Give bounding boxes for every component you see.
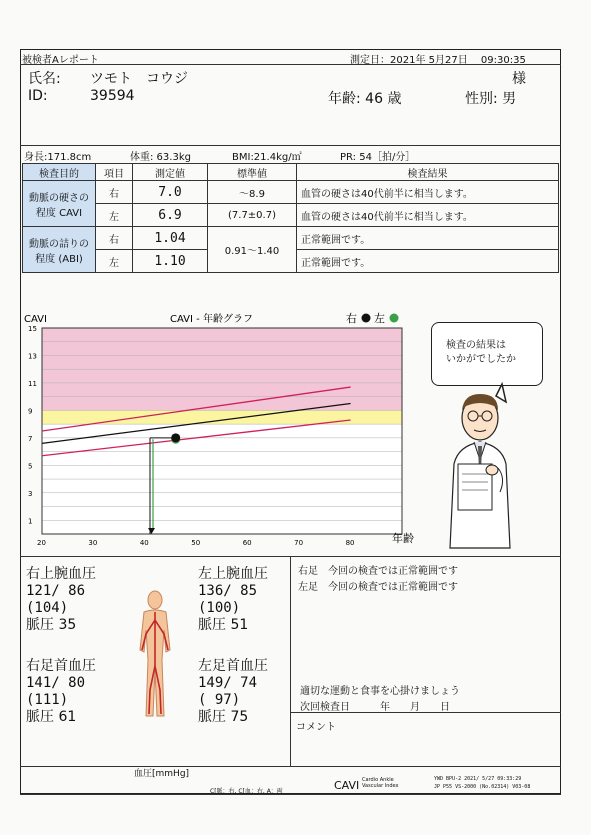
abi-left-side: 左 <box>96 250 133 273</box>
cavi-left-standard: (7.7±0.7) <box>208 204 297 227</box>
name-label: 氏名: <box>28 71 61 87</box>
legend-right-label: 右 <box>346 312 357 325</box>
report-title: 被検者Aレポート <box>22 55 99 66</box>
chart-plot-area <box>28 325 402 547</box>
pulse-rate: PR: 54［拍/分］ <box>340 152 416 163</box>
header-standard: 標準値 <box>208 164 297 181</box>
advice-left-foot: 左足 今回の検査では正常範囲です <box>298 582 458 593</box>
advice-message: 適切な運動と食事を心掛けましょう <box>300 686 460 697</box>
cavi-left-value: 6.9 <box>133 204 208 227</box>
bp-left-arm-mean: (100) <box>198 600 241 616</box>
height: 身長:171.8cm <box>24 152 92 163</box>
age-value: 46 <box>365 91 383 107</box>
id-label: ID: <box>28 88 48 104</box>
x-tick-label: 20 <box>37 539 46 547</box>
footer-device-2: JP P55 VS-2000 (No.02314) V03-08 <box>434 784 531 790</box>
divider <box>290 556 291 766</box>
divider <box>20 64 561 65</box>
cavi-right-result: 血管の硬さは40代前半に相当します。 <box>297 181 559 204</box>
cavi-left-side: 左 <box>96 204 133 227</box>
cavi-age-chart <box>20 306 414 556</box>
bp-right-ankle-value: 141/ 80 <box>26 675 86 691</box>
table-row <box>23 227 559 250</box>
measure-time: 09:30:35 <box>480 55 526 66</box>
table-row <box>23 181 559 204</box>
body-figure-icon <box>126 590 184 720</box>
results-table <box>22 163 559 273</box>
patient-id: 39594 <box>90 88 135 104</box>
footer-brand-sub1: Cardio Ankle <box>362 777 394 783</box>
cavi-right-side: 右 <box>96 181 133 204</box>
header-result: 検査結果 <box>297 164 559 181</box>
x-tick-label: 30 <box>88 539 98 547</box>
bp-left-ankle-value: 149/ 74 <box>198 675 258 691</box>
age-label: 年齢: <box>328 91 361 107</box>
y-tick-label: 15 <box>28 325 37 333</box>
header-purpose: 検査目的 <box>23 164 96 181</box>
y-tick-label: 9 <box>28 407 33 416</box>
bp-left-ankle-pp: 脈圧 75 <box>198 709 249 725</box>
cavi-right-value: 7.0 <box>133 181 208 204</box>
bmi: BMI:21.4kg/㎡ <box>232 152 302 163</box>
age <box>328 88 401 108</box>
y-tick-label: 13 <box>28 352 37 361</box>
next-exam: 次回検査日 年 月 日 <box>300 702 450 713</box>
sex-value: 男 <box>502 91 517 107</box>
footer-brand-sub <box>362 777 398 789</box>
abi-right-value: 1.04 <box>133 227 208 250</box>
legend-left-marker <box>390 314 399 323</box>
chart-title: CAVI - 年齢グラフ <box>170 314 253 325</box>
footer-device-1: YWD BPU-2 2021/ 5/27 09:33:29 <box>434 776 522 782</box>
abi-purpose: 動脈の詰りの程度 (ABI) <box>23 227 96 273</box>
legend-right-marker <box>362 314 371 323</box>
speech-bubble <box>431 322 543 386</box>
bp-left-ankle-label: 左足首血圧 <box>198 658 268 674</box>
header-value: 測定値 <box>133 164 208 181</box>
bp-left-ankle <box>198 658 268 726</box>
bp-left-arm-value: 136/ 85 <box>198 583 258 599</box>
cavi-right-standard: ～8.9 <box>208 181 297 204</box>
comment-label: コメント <box>296 722 336 733</box>
bp-unit: 血圧[mmHg] <box>134 769 190 779</box>
band-1 <box>43 410 402 424</box>
measure-date-value: 2021年 5月27日 <box>390 55 468 66</box>
bp-right-ankle-pp: 脈圧 61 <box>26 709 77 725</box>
y-tick-label: 7 <box>28 434 33 443</box>
y-tick-label: 3 <box>28 489 33 498</box>
cavi-purpose: 動脈の硬さの程度 CAVI <box>23 181 96 227</box>
legend-left-label: 左 <box>374 312 385 325</box>
bp-right-arm-value: 121/ 86 <box>26 583 86 599</box>
bp-left-arm <box>198 566 268 634</box>
footer-brand: CAVI <box>334 779 360 792</box>
x-tick-label: 60 <box>242 539 252 547</box>
bubble-line-2: いかがでしたか <box>446 354 516 365</box>
sex-label: 性別: <box>465 91 498 107</box>
bp-right-ankle-label: 右足首血圧 <box>26 658 96 674</box>
bubble-line-1: 検査の結果は <box>446 340 506 351</box>
divider <box>20 145 561 146</box>
divider <box>20 794 561 795</box>
abi-left-value: 1.10 <box>133 250 208 273</box>
y-tick-label: 1 <box>28 517 33 526</box>
footer-device <box>434 775 530 791</box>
measure-date-label: 測定日： <box>350 55 390 66</box>
bp-right-ankle <box>26 658 96 726</box>
divider <box>20 766 561 767</box>
abi-standard: 0.91～1.40 <box>208 227 297 273</box>
x-tick-label: 40 <box>139 539 149 547</box>
honorific: 様 <box>512 71 526 87</box>
table-row <box>23 204 559 227</box>
bp-right-ankle-mean: (111) <box>26 692 69 708</box>
table-header-row <box>23 164 559 181</box>
cavi-left-result: 血管の硬さは40代前半に相当します。 <box>297 204 559 227</box>
bp-left-arm-pp: 脈圧 51 <box>198 617 249 633</box>
weight: 体重: 63.3kg <box>130 152 191 163</box>
bp-right-arm <box>26 566 96 634</box>
y-tick-label: 11 <box>28 379 37 388</box>
age-unit: 歳 <box>387 91 402 107</box>
y-tick-label: 5 <box>28 462 33 471</box>
bp-left-ankle-mean: ( 97) <box>198 692 241 708</box>
bp-right-arm-pp: 脈圧 35 <box>26 617 77 633</box>
x-tick-label: 70 <box>294 539 304 547</box>
doctor-illustration <box>440 380 550 550</box>
chart-ylabel: CAVI <box>24 314 47 325</box>
footer-legend: C[脈：右, C[血：右, A：両 <box>210 788 283 795</box>
abi-right-result: 正常範囲です。 <box>297 227 559 250</box>
data-point-right <box>171 433 180 442</box>
x-tick-label: 80 <box>345 539 355 547</box>
chart-xlabel: 年齢 <box>392 532 414 545</box>
abi-right-side: 右 <box>96 227 133 250</box>
bp-left-arm-label: 左上腕血圧 <box>198 566 268 582</box>
abi-left-result: 正常範囲です。 <box>297 250 559 273</box>
bp-right-arm-mean: (104) <box>26 600 69 616</box>
bp-right-arm-label: 右上腕血圧 <box>26 566 96 582</box>
header-item: 項目 <box>96 164 133 181</box>
advice-right-foot: 右足 今回の検査では正常範囲です <box>298 566 458 577</box>
x-tick-label: 50 <box>191 539 201 547</box>
sex <box>465 88 516 108</box>
footer-brand-sub2: Vascular Index <box>362 783 399 789</box>
patient-name: ツモト コウジ <box>90 71 188 87</box>
